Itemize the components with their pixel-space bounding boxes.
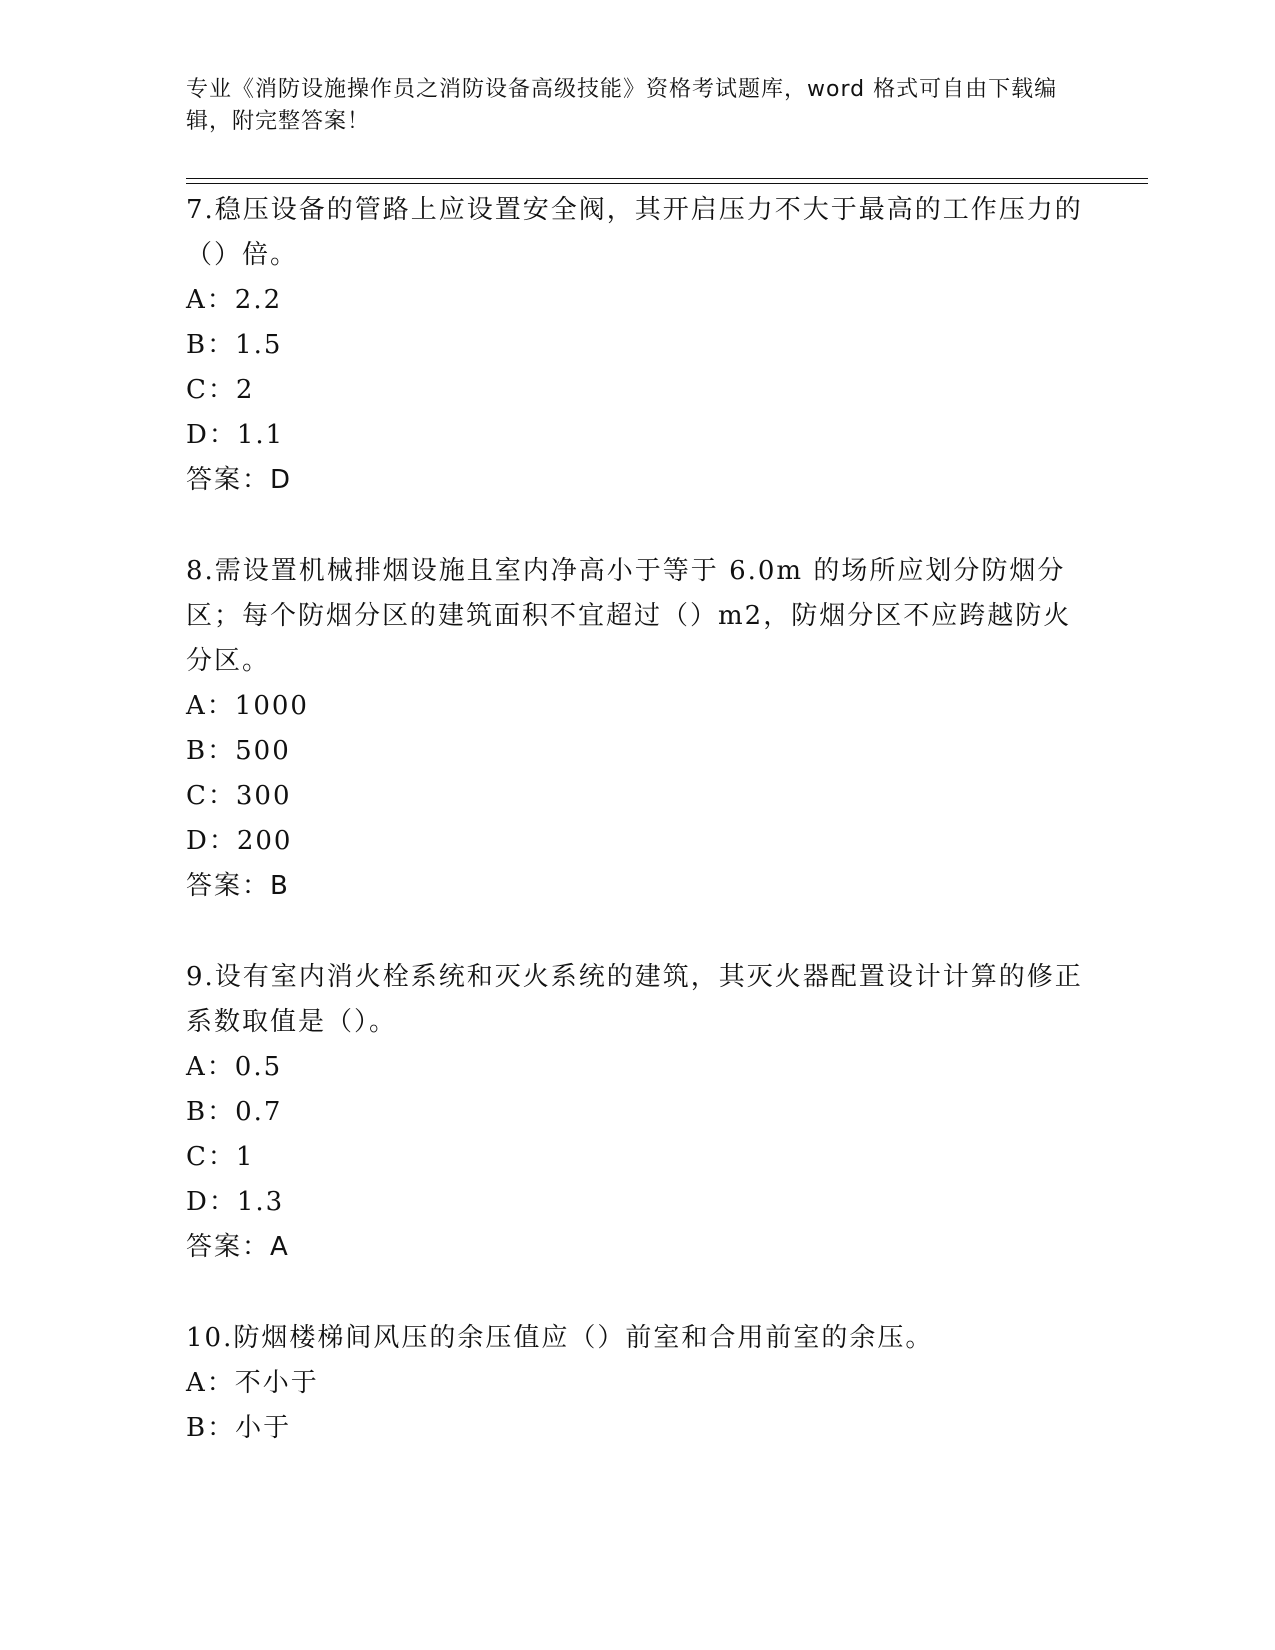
question-10	[186, 1316, 1086, 1451]
option-a: A：2.2	[186, 285, 283, 315]
option-a: A：1000	[186, 691, 309, 721]
option-b: B：500	[186, 736, 291, 766]
option-c: C：2	[186, 375, 255, 405]
document-header: 专业《消防设施操作员之消防设备高级技能》资格考试题库，word 格式可自由下载编辑，附完整答案！	[186, 77, 1058, 134]
question-list	[186, 188, 1086, 1451]
option-d: D：1.1	[186, 420, 285, 450]
question-spacer	[186, 909, 1086, 955]
question-stem: 9.设有室内消火栓系统和灭火系统的建筑，其灭火器配置设计计算的修正系数取值是（）。	[186, 962, 1083, 1037]
option-a: A：不小于	[186, 1368, 319, 1398]
answer-line: 答案：D	[186, 465, 293, 495]
question-stem: 8.需设置机械排烟设施且室内净高小于等于 6.0m 的场所应划分防烟分区；每个防烟分区的建筑面积不宜超过（）m2，防烟分区不应跨越防火分区。	[186, 556, 1072, 676]
option-c: C：300	[186, 781, 292, 811]
header-divider-top	[186, 178, 1148, 179]
option-b: B：小于	[186, 1413, 292, 1443]
question-spacer	[186, 503, 1086, 549]
question-8	[186, 549, 1086, 909]
option-b: B：1.5	[186, 330, 283, 360]
question-spacer	[186, 1270, 1086, 1316]
option-d: D：200	[186, 826, 293, 856]
question-7	[186, 188, 1086, 503]
question-stem: 7.稳压设备的管路上应设置安全阀，其开启压力不大于最高的工作压力的（）倍。	[186, 195, 1083, 270]
answer-line: 答案：B	[186, 871, 290, 901]
header-divider-bottom	[186, 183, 1148, 184]
answer-line: 答案：A	[186, 1232, 290, 1262]
question-9	[186, 955, 1086, 1270]
option-d: D：1.3	[186, 1187, 285, 1217]
option-b: B：0.7	[186, 1097, 283, 1127]
option-c: C：1	[186, 1142, 255, 1172]
question-stem: 10.防烟楼梯间风压的余压值应（）前室和合用前室的余压。	[186, 1323, 934, 1353]
option-a: A：0.5	[186, 1052, 283, 1082]
